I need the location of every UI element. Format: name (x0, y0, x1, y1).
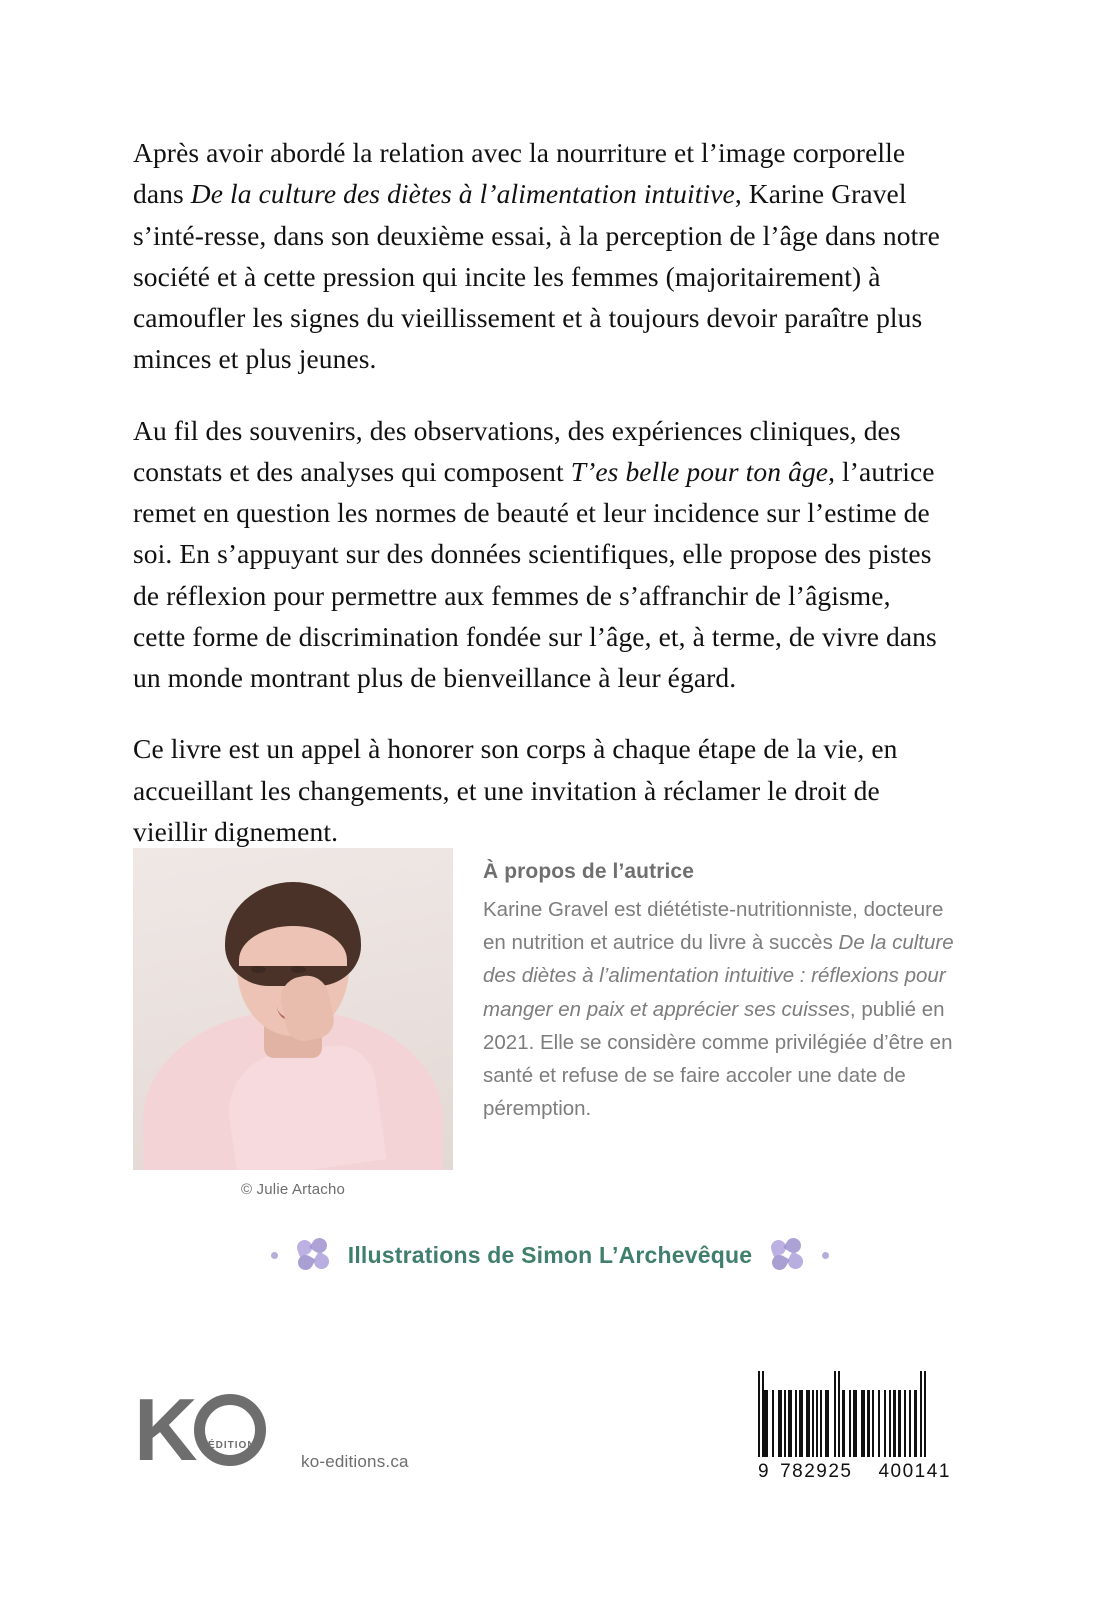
barcode-group-1: 782925 (780, 1461, 853, 1482)
illustration-credit-line (0, 1238, 1100, 1272)
blurb-p3-part1: Ce livre est un appel à honorer son corps à chaque étape de la vie, en accueillant les changements, et une invitation à réclamer le droit de vieillir dignement. (133, 733, 898, 847)
author-bio-part1: Karine Gravel est diététiste-nutritionniste, docteure en nutrition et autrice du livre à succès (483, 898, 944, 955)
author-portrait-image (133, 848, 453, 1170)
author-bio (483, 893, 968, 1125)
blurb-paragraph-2 (133, 410, 945, 699)
flower-icon-right (770, 1238, 804, 1272)
author-bio-part2: , publié en 2021. Elle se considère comme privilégiée d’être en santé et refuse de se faire accoler une date de péremption. (483, 997, 953, 1121)
blurb-p1-part1: Après avoir abordé la relation avec la nourriture et l’image corporelle dans (133, 137, 906, 210)
ornament-dot-left (271, 1252, 278, 1259)
blurb-p2-part1: Au fil des souvenirs, des observations, des expériences cliniques, des constats et des analyses qui composent (133, 414, 901, 487)
author-bio-book-title: De la culture des diètes à l’alimentation intuitive : réflexions pour manger en paix et apprécier ses cuisses (483, 931, 954, 1021)
flower-icon-left (296, 1238, 330, 1272)
portrait-eye-left (251, 966, 266, 973)
photo-credit: © Julie Artacho (240, 1181, 346, 1198)
blurb-p1-part2: , Karine Gravel s’inté-resse, dans son deuxième essai, à la perception de l’âge dans notre société et à cette pression qui incite les femmes (majoritairement) à camoufler les signes du vieillissement et à toujours devoir paraître plus minces et plus jeunes. (133, 178, 940, 375)
ornament-dot-right (822, 1252, 829, 1259)
logo-subtitle: ÉDITIONS (208, 1440, 264, 1451)
barcode-bars (758, 1371, 940, 1457)
publisher-logo (134, 1380, 268, 1479)
author-heading: À propos de l’autrice (483, 860, 694, 883)
blurb-p1-title: De la culture des diètes à l’alimentation intuitive (190, 178, 735, 210)
portrait-eye-right (291, 966, 306, 973)
blurb-p2-title: T’es belle pour ton âge (570, 455, 829, 487)
publisher-website: ko-editions.ca (301, 1452, 409, 1471)
blurb-p2-part2: , l’autrice remet en question les normes de beauté et leur incidence sur l’estime de soi. En s’appuyant sur des données scientifiques, elle propose des pistes de réflexion pour permettre aux femmes de s’affranchir de l’âgisme, cette forme de discrimination fondée sur l’âge, et, à terme, de vivre dans un monde montrant plus de bienveillance à leur égard. (133, 455, 937, 693)
illustration-credit-text: Illustrations de Simon L’Archevêque (347, 1241, 753, 1268)
barcode (758, 1371, 951, 1483)
blurb-paragraph-3 (133, 728, 945, 852)
barcode-lead-digit: 9 (758, 1461, 771, 1482)
author-text-block (483, 860, 968, 1125)
logo-letter-o (194, 1394, 266, 1466)
barcode-number (758, 1461, 951, 1483)
barcode-group-2: 400141 (878, 1461, 951, 1482)
blurb-text (133, 132, 945, 852)
logo-letter-k: K (134, 1380, 196, 1479)
blurb-paragraph-1 (133, 132, 945, 380)
author-photo-wrapper (133, 848, 453, 1198)
